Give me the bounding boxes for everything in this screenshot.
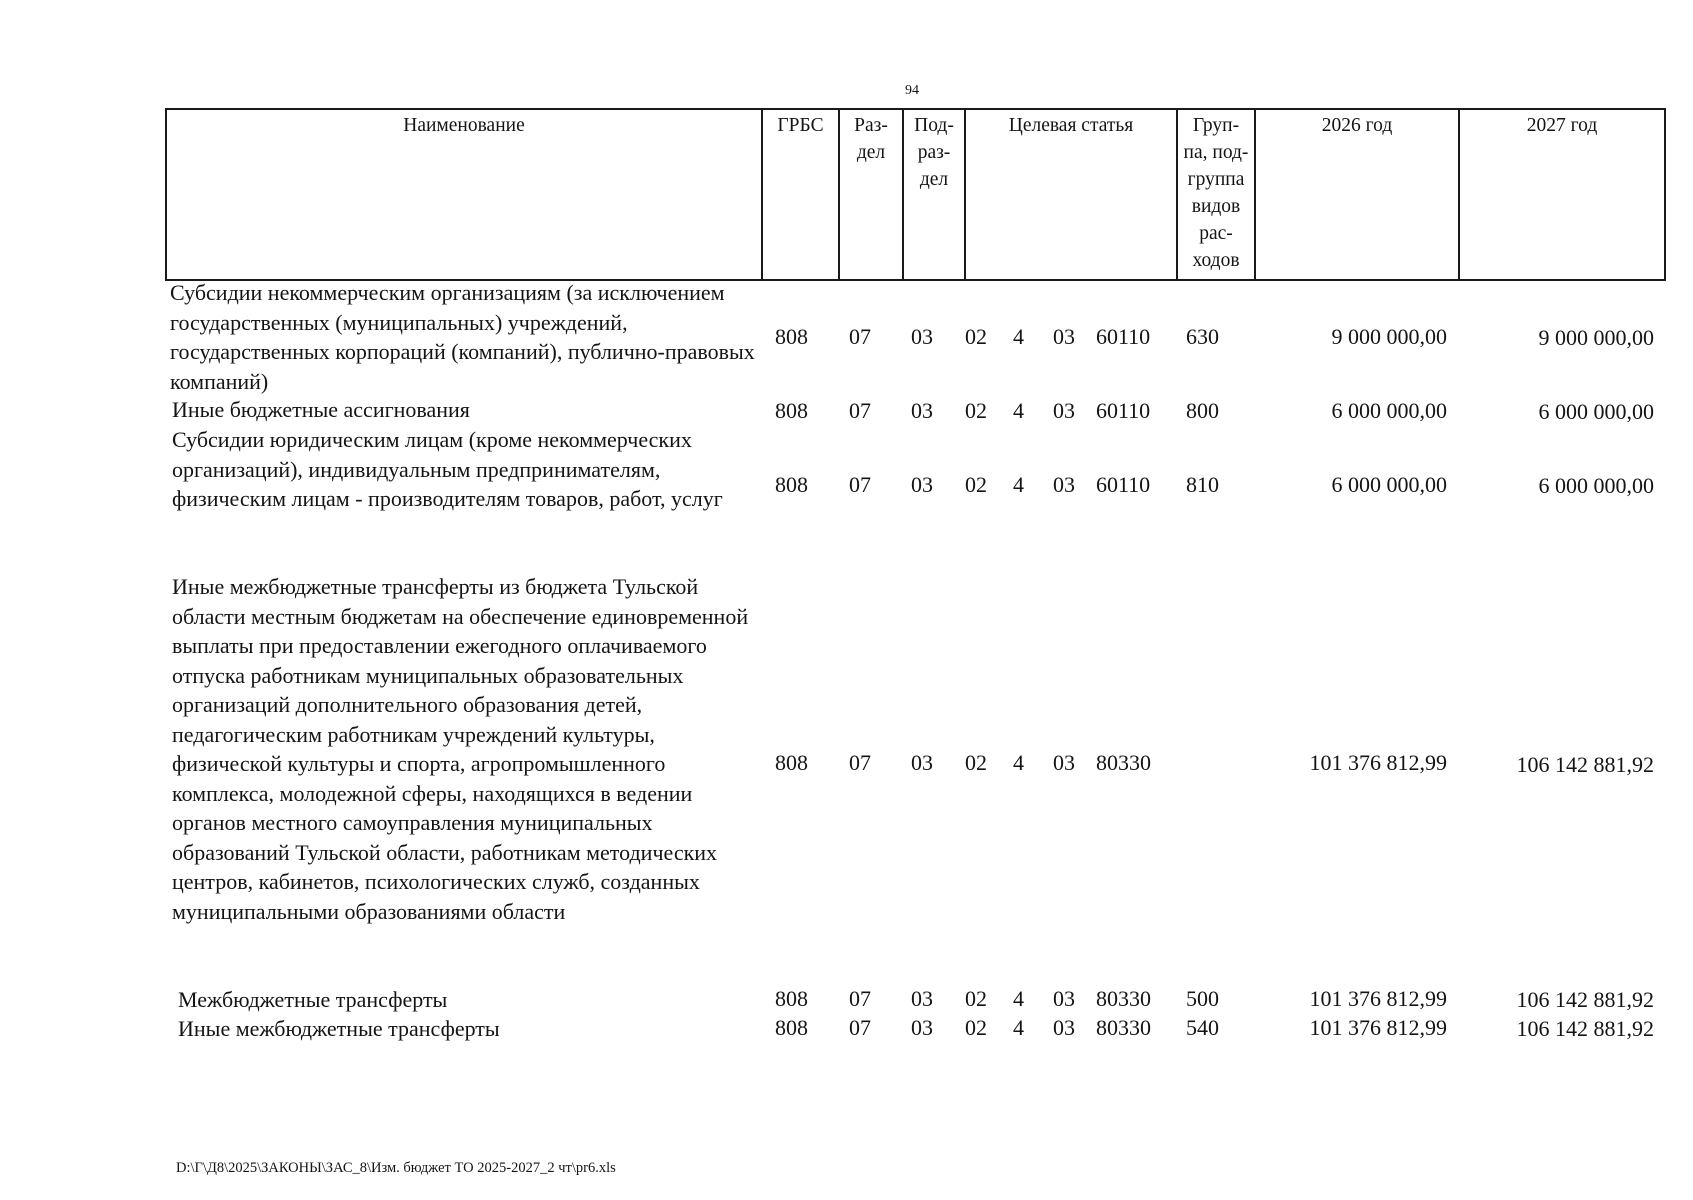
row-grbs: 808: [775, 324, 808, 349]
header-target-article: Целевая статья: [965, 109, 1177, 280]
row-target-1: 02: [965, 324, 987, 349]
row-name: Субсидии некоммерческим организациям (за исключением государственных (муниципальных) учреждений, государственных корпораций (компаний), публично-правовых компаний): [170, 280, 755, 394]
row-podrazdel: 03: [911, 1015, 933, 1040]
row-target-4: 60110: [1096, 324, 1151, 349]
row-podrazdel: 03: [911, 750, 933, 775]
row-group: 500: [1186, 986, 1219, 1011]
row-value-2026: 9 000 000,00: [1331, 324, 1447, 349]
row-name: Иные межбюджетные трансферты: [178, 1016, 500, 1041]
row-value-2027: 6 000 000,00: [1538, 473, 1654, 498]
row-target-4: 60110: [1096, 398, 1151, 423]
row-value-2026: 6 000 000,00: [1331, 472, 1447, 497]
row-grbs: 808: [775, 472, 808, 497]
row-target-2: 4: [1013, 398, 1024, 423]
row-name: Межбюджетные трансферты: [178, 987, 448, 1012]
row-value-2027: 106 142 881,92: [1516, 1016, 1654, 1041]
row-group: 810: [1186, 472, 1219, 497]
row-podrazdel: 03: [911, 986, 933, 1011]
row-group: 630: [1186, 324, 1219, 349]
row-value-2027: 106 142 881,92: [1516, 752, 1654, 777]
row-target-4: 80330: [1096, 986, 1151, 1011]
header-year-2027: 2027 год: [1459, 109, 1665, 280]
row-target-3: 03: [1053, 986, 1075, 1011]
row-target-3: 03: [1053, 324, 1075, 349]
row-target-3: 03: [1053, 750, 1075, 775]
row-value-2026: 101 376 812,99: [1309, 986, 1447, 1011]
header-expense-group: Груп- па, под- группа видов рас- ходов: [1177, 109, 1255, 280]
row-value-2026: 6 000 000,00: [1331, 398, 1447, 423]
row-target-1: 02: [965, 1015, 987, 1040]
page-number: 94: [905, 83, 919, 98]
header-podrazdel: Под- раз- дел: [903, 109, 965, 280]
row-name: Иные бюджетные ассигнования: [172, 397, 470, 422]
header-grbs: ГРБС: [762, 109, 839, 280]
row-value-2026: 101 376 812,99: [1309, 1015, 1447, 1040]
row-value-2026: 101 376 812,99: [1309, 750, 1447, 775]
row-razdel: 07: [849, 986, 871, 1011]
row-target-1: 02: [965, 472, 987, 497]
row-value-2027: 6 000 000,00: [1538, 399, 1654, 424]
row-razdel: 07: [849, 750, 871, 775]
row-target-2: 4: [1013, 472, 1024, 497]
row-target-2: 4: [1013, 750, 1024, 775]
row-target-1: 02: [965, 750, 987, 775]
row-name: Иные межбюджетные трансферты из бюджета Тульской области местным бюджетам на обеспечение единовременной выплаты при предоставлении ежегодного оплачиваемого отпуска работникам муниципальных образовательных организаций дополнительного образования детей, педагогическим работникам учреждений культуры, физической культуры и спорта, агропромышленного комплекса, молодежной сферы, находящихся в ведении органов местного самоуправления муниципальных образований Тульской области, работникам методических центров, кабинетов, психологических служб, созданных муниципальными образованиями области: [172, 574, 749, 924]
row-razdel: 07: [849, 1015, 871, 1040]
row-podrazdel: 03: [911, 324, 933, 349]
row-grbs: 808: [775, 398, 808, 423]
row-target-4: 60110: [1096, 472, 1151, 497]
row-target-3: 03: [1053, 398, 1075, 423]
header-razdel: Раз- дел: [839, 109, 903, 280]
header-year-2026: 2026 год: [1255, 109, 1459, 280]
row-target-1: 02: [965, 398, 987, 423]
row-group: 800: [1186, 398, 1219, 423]
row-razdel: 07: [849, 398, 871, 423]
row-razdel: 07: [849, 324, 871, 349]
row-grbs: 808: [775, 986, 808, 1011]
row-value-2027: 9 000 000,00: [1538, 325, 1654, 350]
row-target-4: 80330: [1096, 750, 1151, 775]
row-name: Субсидии юридическим лицам (кроме некоммерческих организаций), индивидуальным предпринимателям, физическим лицам - производителям товаров, работ, услуг: [172, 427, 723, 511]
row-target-3: 03: [1053, 1015, 1075, 1040]
row-grbs: 808: [775, 750, 808, 775]
row-target-4: 80330: [1096, 1015, 1151, 1040]
row-podrazdel: 03: [911, 398, 933, 423]
row-target-2: 4: [1013, 986, 1024, 1011]
row-value-2027: 106 142 881,92: [1516, 987, 1654, 1012]
row-razdel: 07: [849, 472, 871, 497]
row-target-3: 03: [1053, 472, 1075, 497]
file-path-footer: D:\Г\Д8\2025\ЗАКОНЫ\ЗАС_8\Изм. бюджет ТО 2025-2027_2 чт\pr6.xls: [176, 1160, 616, 1176]
row-target-2: 4: [1013, 1015, 1024, 1040]
row-grbs: 808: [775, 1015, 808, 1040]
row-group: 540: [1186, 1015, 1219, 1040]
header-name: Наименование: [166, 109, 762, 280]
row-target-2: 4: [1013, 324, 1024, 349]
row-podrazdel: 03: [911, 472, 933, 497]
row-target-1: 02: [965, 986, 987, 1011]
